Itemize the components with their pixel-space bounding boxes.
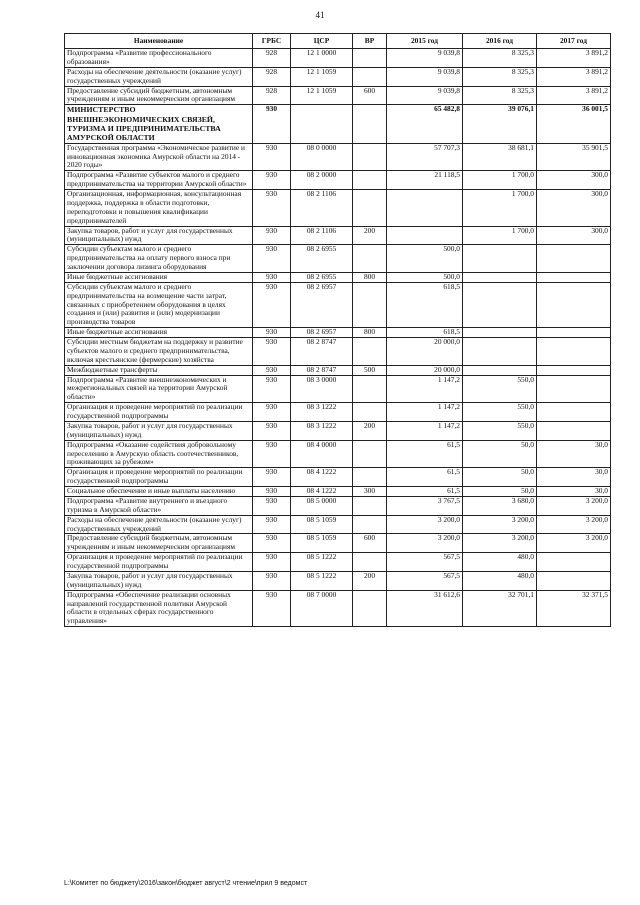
table-row xyxy=(65,105,611,143)
header-2017: 2017 год xyxy=(537,34,611,49)
row-name: Субсидии субъектам малого и среднего предпринимательства на оплату первого взноса при заключении договора лизинга оборудования xyxy=(65,245,253,273)
row-amount-2016: 480,0 xyxy=(463,553,537,572)
row-amount-2015: 21 118,5 xyxy=(387,171,463,190)
row-csr: 08 2 6957 xyxy=(291,328,353,338)
row-vr: 200 xyxy=(353,226,387,245)
row-grbs: 930 xyxy=(253,421,291,440)
row-csr: 08 2 8747 xyxy=(291,365,353,375)
row-amount-2016: 8 325,3 xyxy=(463,86,537,105)
row-name: Подпрограмма «Развитие субъектов малого и среднего предпринимательства на территории Амурской области» xyxy=(65,171,253,190)
row-amount-2017: 3 200,0 xyxy=(537,534,611,553)
row-amount-2016: 550,0 xyxy=(463,403,537,422)
table-row xyxy=(65,328,611,338)
row-amount-2015: 9 039,8 xyxy=(387,86,463,105)
row-amount-2017 xyxy=(537,338,611,366)
row-amount-2015 xyxy=(387,226,463,245)
row-name: Подпрограмма «Развитие внешнеэкономических и межрегиональных связей на территории Амурской области» xyxy=(65,375,253,403)
row-amount-2016 xyxy=(463,272,537,282)
row-vr: 300 xyxy=(353,487,387,497)
row-vr xyxy=(353,49,387,68)
row-amount-2015: 20 000,0 xyxy=(387,365,463,375)
row-vr xyxy=(353,515,387,534)
table-row xyxy=(65,226,611,245)
table-row xyxy=(65,67,611,86)
row-vr xyxy=(353,105,387,143)
row-amount-2015: 65 482,8 xyxy=(387,105,463,143)
row-grbs: 930 xyxy=(253,105,291,143)
row-amount-2017 xyxy=(537,375,611,403)
row-grbs: 930 xyxy=(253,553,291,572)
table-row xyxy=(65,171,611,190)
row-vr: 800 xyxy=(353,272,387,282)
row-amount-2016: 39 076,1 xyxy=(463,105,537,143)
table-row xyxy=(65,440,611,468)
table-row xyxy=(65,282,611,327)
row-name: Иные бюджетные ассигнования xyxy=(65,272,253,282)
row-grbs: 930 xyxy=(253,226,291,245)
table-row xyxy=(65,375,611,403)
row-name: Организация и проведение мероприятий по реализации государственной подпрограммы xyxy=(65,468,253,487)
row-name: Предоставление субсидий бюджетным, автономным учреждениям и иным некоммерческим организациям xyxy=(65,86,253,105)
row-vr xyxy=(353,245,387,273)
row-name: Расходы на обеспечение деятельности (оказание услуг) государственных учреждений xyxy=(65,515,253,534)
table-row xyxy=(65,86,611,105)
row-vr: 600 xyxy=(353,534,387,553)
row-csr: 08 5 1059 xyxy=(291,534,353,553)
row-name: Субсидии субъектам малого и среднего предпринимательства на возмещение части затрат, связанных с приобретением оборудования в целях создания и (или) развития и (или) модернизации производства товаров xyxy=(65,282,253,327)
row-amount-2015: 1 147,2 xyxy=(387,403,463,422)
row-amount-2015: 618,5 xyxy=(387,328,463,338)
row-amount-2015: 3 767,5 xyxy=(387,496,463,515)
row-vr xyxy=(353,375,387,403)
row-grbs: 930 xyxy=(253,534,291,553)
header-2015: 2015 год xyxy=(387,34,463,49)
row-amount-2017: 3 891,2 xyxy=(537,49,611,68)
row-grbs: 930 xyxy=(253,440,291,468)
row-name: Подпрограмма «Обеспечение реализации основных направлений государственной политики Амурской области в отдельных сферах государственного управления» xyxy=(65,590,253,627)
row-amount-2016: 550,0 xyxy=(463,375,537,403)
row-grbs: 930 xyxy=(253,171,291,190)
table-row xyxy=(65,190,611,227)
row-csr: 08 2 1106 xyxy=(291,190,353,227)
row-amount-2017: 3 200,0 xyxy=(537,496,611,515)
row-amount-2015: 9 039,8 xyxy=(387,49,463,68)
row-csr: 12 1 1059 xyxy=(291,86,353,105)
row-csr: 08 0 0000 xyxy=(291,143,353,171)
row-amount-2016: 38 681,1 xyxy=(463,143,537,171)
budget-table xyxy=(64,33,611,627)
row-vr xyxy=(353,440,387,468)
row-name: Межбюджетные трансферты xyxy=(65,365,253,375)
row-name: Закупка товаров, работ и услуг для государственных (муниципальных) нужд xyxy=(65,226,253,245)
table-row xyxy=(65,590,611,627)
row-amount-2016 xyxy=(463,282,537,327)
row-vr: 200 xyxy=(353,571,387,590)
row-name: Организационная, информационная, консультационная поддержка, поддержка в области подготовки, переподготовки и повышения квалификации предпринимателей xyxy=(65,190,253,227)
row-amount-2016: 3 200,0 xyxy=(463,515,537,534)
row-amount-2016: 3 680,0 xyxy=(463,496,537,515)
row-vr: 800 xyxy=(353,328,387,338)
row-csr: 08 7 0000 xyxy=(291,590,353,627)
table-row xyxy=(65,365,611,375)
row-amount-2017 xyxy=(537,553,611,572)
row-amount-2015: 9 039,8 xyxy=(387,67,463,86)
row-grbs: 930 xyxy=(253,245,291,273)
row-name: Закупка товаров, работ и услуг для государственных (муниципальных) нужд xyxy=(65,421,253,440)
row-csr: 08 3 1222 xyxy=(291,421,353,440)
row-amount-2017: 300,0 xyxy=(537,226,611,245)
row-amount-2017 xyxy=(537,328,611,338)
row-amount-2017: 30,0 xyxy=(537,487,611,497)
row-amount-2015: 567,5 xyxy=(387,553,463,572)
row-name: Субсидии местным бюджетам на поддержку и развитие субъектов малого и среднего предпринимательства, включая крестьянские (фермерские) хозяйства xyxy=(65,338,253,366)
row-name: Закупка товаров, работ и услуг для государственных (муниципальных) нужд xyxy=(65,571,253,590)
header-vr: ВР xyxy=(353,34,387,49)
row-vr xyxy=(353,282,387,327)
row-grbs: 928 xyxy=(253,67,291,86)
row-amount-2017: 3 200,0 xyxy=(537,515,611,534)
row-csr: 08 2 8747 xyxy=(291,338,353,366)
row-amount-2017: 300,0 xyxy=(537,190,611,227)
row-vr xyxy=(353,468,387,487)
row-grbs: 930 xyxy=(253,375,291,403)
row-amount-2016: 1 700,0 xyxy=(463,190,537,227)
row-amount-2016 xyxy=(463,245,537,273)
row-name: Предоставление субсидий бюджетным, автономным учреждениям и иным некоммерческим организациям xyxy=(65,534,253,553)
row-amount-2017 xyxy=(537,282,611,327)
row-grbs: 930 xyxy=(253,496,291,515)
row-amount-2017: 3 891,2 xyxy=(537,67,611,86)
row-amount-2015: 57 707,3 xyxy=(387,143,463,171)
row-name: Подпрограмма «Развитие внутреннего и въездного туризма в Амурской области» xyxy=(65,496,253,515)
table-row xyxy=(65,421,611,440)
row-name: Организация и проведение мероприятий по реализации государственной подпрограммы xyxy=(65,403,253,422)
row-amount-2016: 480,0 xyxy=(463,571,537,590)
row-vr xyxy=(353,190,387,227)
row-grbs: 930 xyxy=(253,365,291,375)
row-name: Организация и проведение мероприятий по реализации государственной подпрограммы xyxy=(65,553,253,572)
row-csr: 08 2 1106 xyxy=(291,226,353,245)
row-vr xyxy=(353,338,387,366)
table-row xyxy=(65,487,611,497)
row-amount-2017 xyxy=(537,245,611,273)
row-amount-2017 xyxy=(537,272,611,282)
row-amount-2015: 61,5 xyxy=(387,468,463,487)
row-amount-2016: 8 325,3 xyxy=(463,67,537,86)
table-row xyxy=(65,553,611,572)
row-amount-2017: 35 901,5 xyxy=(537,143,611,171)
row-amount-2016: 32 701,1 xyxy=(463,590,537,627)
row-csr: 08 5 1059 xyxy=(291,515,353,534)
row-vr xyxy=(353,403,387,422)
row-amount-2015: 1 147,2 xyxy=(387,421,463,440)
row-amount-2015: 61,5 xyxy=(387,440,463,468)
row-amount-2016: 550,0 xyxy=(463,421,537,440)
row-amount-2017 xyxy=(537,403,611,422)
table-row xyxy=(65,245,611,273)
row-amount-2015: 20 000,0 xyxy=(387,338,463,366)
row-csr: 08 4 0000 xyxy=(291,440,353,468)
row-grbs: 930 xyxy=(253,571,291,590)
row-amount-2015 xyxy=(387,190,463,227)
row-csr: 08 5 1222 xyxy=(291,553,353,572)
row-amount-2015: 31 612,6 xyxy=(387,590,463,627)
row-amount-2016: 50,0 xyxy=(463,440,537,468)
row-grbs: 930 xyxy=(253,338,291,366)
row-amount-2016: 50,0 xyxy=(463,468,537,487)
row-amount-2015: 500,0 xyxy=(387,245,463,273)
row-name: Подпрограмма «Развитие профессионального образования» xyxy=(65,49,253,68)
header-name: Наименование xyxy=(65,34,253,49)
table-row xyxy=(65,571,611,590)
row-vr: 500 xyxy=(353,365,387,375)
table-body xyxy=(65,49,611,627)
table-row xyxy=(65,534,611,553)
row-amount-2015: 500,0 xyxy=(387,272,463,282)
row-amount-2017: 32 371,5 xyxy=(537,590,611,627)
row-amount-2017 xyxy=(537,421,611,440)
row-grbs: 930 xyxy=(253,515,291,534)
row-csr xyxy=(291,105,353,143)
row-csr: 08 4 1222 xyxy=(291,468,353,487)
row-amount-2016: 50,0 xyxy=(463,487,537,497)
table-row xyxy=(65,515,611,534)
row-grbs: 930 xyxy=(253,468,291,487)
row-csr: 08 2 0000 xyxy=(291,171,353,190)
header-2016: 2016 год xyxy=(463,34,537,49)
table-row xyxy=(65,468,611,487)
table-row xyxy=(65,338,611,366)
row-grbs: 930 xyxy=(253,590,291,627)
row-vr xyxy=(353,67,387,86)
row-amount-2016: 1 700,0 xyxy=(463,226,537,245)
row-amount-2015: 3 200,0 xyxy=(387,515,463,534)
row-amount-2016: 1 700,0 xyxy=(463,171,537,190)
row-grbs: 930 xyxy=(253,328,291,338)
row-vr: 200 xyxy=(353,421,387,440)
row-amount-2017: 30,0 xyxy=(537,468,611,487)
table-header-row xyxy=(65,34,611,49)
row-amount-2016: 8 325,3 xyxy=(463,49,537,68)
row-name: МИНИСТЕРСТВО ВНЕШНЕЭКОНОМИЧЕСКИХ СВЯЗЕЙ, ТУРИЗМА И ПРЕДПРИНИМАТЕЛЬСТВА АМУРСКОЙ ОБЛАСТИ xyxy=(65,105,253,143)
page-number: 41 xyxy=(315,10,325,20)
header-csr: ЦСР xyxy=(291,34,353,49)
header-grbs: ГРБС xyxy=(253,34,291,49)
row-grbs: 930 xyxy=(253,403,291,422)
row-grbs: 930 xyxy=(253,272,291,282)
row-csr: 08 5 0000 xyxy=(291,496,353,515)
row-vr xyxy=(353,171,387,190)
row-amount-2015: 61,5 xyxy=(387,487,463,497)
row-vr xyxy=(353,143,387,171)
row-amount-2017: 3 891,2 xyxy=(537,86,611,105)
row-amount-2015: 1 147,2 xyxy=(387,375,463,403)
row-name: Расходы на обеспечение деятельности (оказание услуг) государственных учреждений xyxy=(65,67,253,86)
table-row xyxy=(65,143,611,171)
row-amount-2016 xyxy=(463,338,537,366)
row-amount-2016: 3 200,0 xyxy=(463,534,537,553)
row-csr: 08 5 1222 xyxy=(291,571,353,590)
row-csr: 12 1 0000 xyxy=(291,49,353,68)
row-csr: 08 2 6955 xyxy=(291,272,353,282)
row-amount-2017 xyxy=(537,365,611,375)
table-row xyxy=(65,49,611,68)
row-csr: 08 3 1222 xyxy=(291,403,353,422)
row-vr xyxy=(353,553,387,572)
row-grbs: 928 xyxy=(253,86,291,105)
row-vr xyxy=(353,496,387,515)
file-path-footer: L:\Комитет по бюджету\2016\закон\бюджет август\2 чтение\прил 9 ведомст xyxy=(64,880,308,887)
row-grbs: 930 xyxy=(253,190,291,227)
row-vr xyxy=(353,590,387,627)
row-amount-2017: 30,0 xyxy=(537,440,611,468)
row-amount-2015: 618,5 xyxy=(387,282,463,327)
row-csr: 08 2 6957 xyxy=(291,282,353,327)
row-amount-2017 xyxy=(537,571,611,590)
row-name: Социальное обеспечение и иные выплаты населению xyxy=(65,487,253,497)
row-amount-2017: 36 001,5 xyxy=(537,105,611,143)
row-vr: 600 xyxy=(353,86,387,105)
row-amount-2015: 567,5 xyxy=(387,571,463,590)
row-csr: 08 2 6955 xyxy=(291,245,353,273)
row-csr: 08 3 0000 xyxy=(291,375,353,403)
row-grbs: 930 xyxy=(253,487,291,497)
row-amount-2016 xyxy=(463,328,537,338)
table-row xyxy=(65,272,611,282)
row-grbs: 928 xyxy=(253,49,291,68)
row-amount-2017: 300,0 xyxy=(537,171,611,190)
row-grbs: 930 xyxy=(253,282,291,327)
row-name: Иные бюджетные ассигнования xyxy=(65,328,253,338)
row-grbs: 930 xyxy=(253,143,291,171)
row-amount-2016 xyxy=(463,365,537,375)
row-amount-2015: 3 200,0 xyxy=(387,534,463,553)
row-name: Государственная программа «Экономическое развитие и инновационная экономика Амурской области на 2014 - 2020 годы» xyxy=(65,143,253,171)
table-row xyxy=(65,403,611,422)
table-row xyxy=(65,496,611,515)
row-csr: 12 1 1059 xyxy=(291,67,353,86)
row-name: Подпрограмма «Оказание содействия добровольному переселению в Амурскую область соотечественников, проживающих за рубежом» xyxy=(65,440,253,468)
row-csr: 08 4 1222 xyxy=(291,487,353,497)
